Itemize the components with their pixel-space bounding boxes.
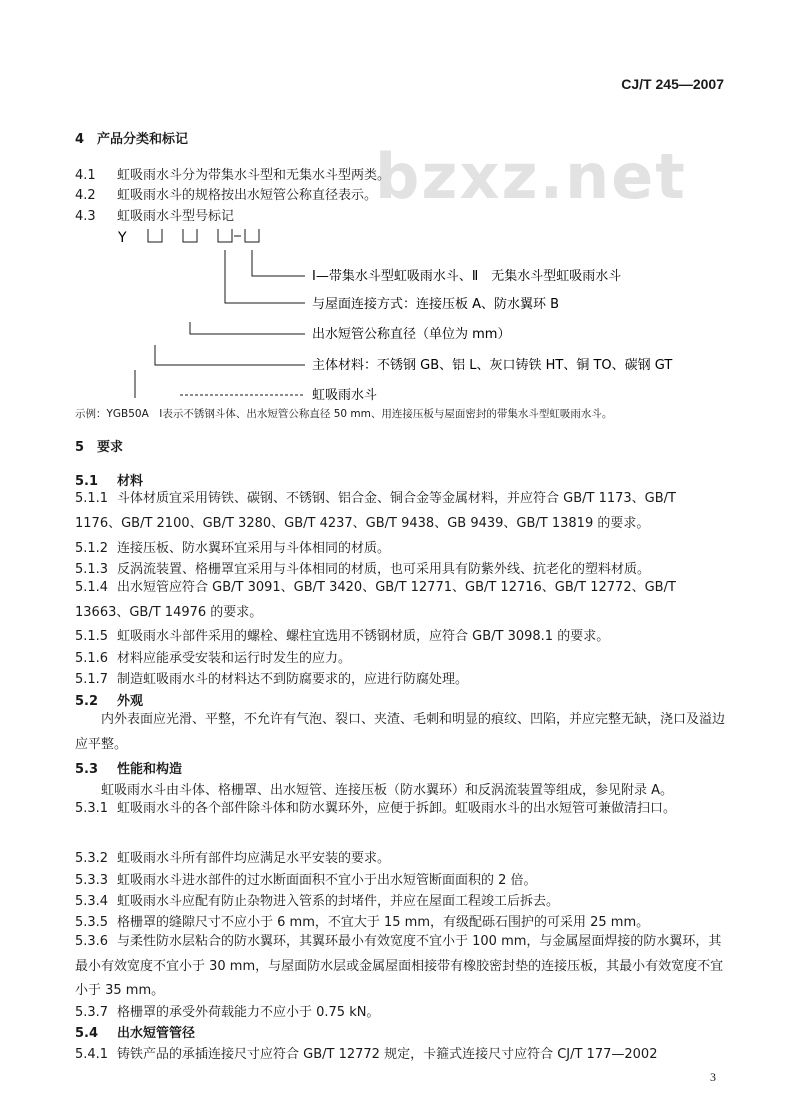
clause-text: 格栅罩的承受外荷载能力不应小于 0.75 kN。 [117,1005,380,1020]
standard-code: CJ/T 245—2007 [621,76,724,92]
clause-5-3-6 [75,930,725,1004]
clause-5-3-1 [75,797,725,822]
clause-5-3-7 [75,1005,379,1021]
clause-number: 5.3.3 [75,873,109,888]
clause-text: 虹吸雨水斗部件采用的螺栓、螺柱宜选用不锈钢材质，应符合 GB/T 3098.1 的要求。 [117,629,610,644]
clause-text: 虹吸雨水斗分为带集水斗型和无集水斗型两类。 [117,168,391,183]
leader-material [155,345,305,365]
watermark: bzxz.net [375,140,687,213]
clause-text: 与柔性防水层粘合的防水翼环，其翼环最小有效宽度不宜小于 100 mm，与金属屋面焊接的防水翼环，其最小有效宽度不宜小于 30 mm，与屋面防水层或金属屋面相接带有橡胶密封垫的连接压板，其最小有效宽度不宜小于 35 mm。 [75,934,724,998]
clause-5-3-3 [75,873,537,889]
clause-text: 出水短管应符合 GB/T 3091、GB/T 3420、GB/T 12771、GB/T 12716、GB/T 12772、GB/T 13663、GB/T 14976 的要求。 [75,580,676,620]
subsection-number: 5.1 [75,474,99,489]
clause-5-1-6 [75,651,351,667]
clause-5-1-1 [75,487,725,536]
clause-text: 连接压板、防水翼环宜采用与斗体相同的材质。 [117,541,391,556]
clause-number: 5.3.2 [75,851,109,866]
label-type: Ⅰ—带集水斗型虹吸雨水斗、Ⅱ 无集水斗型虹吸雨水斗 [312,269,622,284]
subsection-5-3-title [75,762,182,778]
clause-text: 虹吸雨水斗进水部件的过水断面面积不宜小于出水短管断面面积的 2 倍。 [117,873,537,888]
clause-number: 4.3 [75,209,96,224]
clause-5-3-5 [75,915,649,931]
clause-number: 5.3.7 [75,1005,109,1020]
clause-text: 铸铁产品的承插连接尺寸应符合 GB/T 12772 规定，卡箍式连接尺寸应符合 CJ/T 177—2002 [117,1047,658,1062]
model-designation-diagram [0,0,800,420]
clause-number: 5.3.1 [75,801,109,816]
clause-text: 虹吸雨水斗的各个部件除斗体和防水翼环外，应便于拆卸。虹吸雨水斗的出水短管可兼做清扫口。 [117,801,677,816]
clause-5-1-2 [75,541,390,557]
subsection-title: 出水短管管径 [117,1026,196,1041]
clause-number: 5.1.4 [75,580,109,595]
box-type [245,229,259,242]
clause-number: 5.3.4 [75,894,109,909]
subsection-title: 材料 [117,474,144,489]
diagram-prefix: Y [118,230,127,246]
section-5-title: 5 要求 [75,440,124,455]
clause-number: 5.1.3 [75,562,109,577]
clause-text: 斗体材质宜采用铸铁、碳钢、不锈钢、铝合金、铜合金等金属材料，并应符合 GB/T 1173、GB/T 1176、GB/T 2100、GB/T 3280、GB/T 4237、GB/T 9438、GB 9439、GB/T 13819 的要求。 [75,491,676,531]
appearance-paragraph: 内外表面应光滑、平整，不允许有气泡、裂口、夹渣、毛刺和明显的痕纹、凹陷，并应完整无缺，浇口及溢边应平整。 [75,712,726,752]
clause-text: 虹吸雨水斗的规格按出水短管公称直径表示。 [117,188,378,203]
clause-5-1-5 [75,629,609,645]
clause-text: 格栅罩的缝隙尺寸不应小于 6 mm，不宜大于 15 mm，有级配砾石围护的可采用 25 mm。 [117,915,650,930]
clause-number: 5.1.5 [75,629,109,644]
subsection-number: 5.4 [75,1026,99,1041]
clause-number: 5.1.1 [75,491,109,506]
clause-5-4-1 [75,1047,657,1063]
leader-diameter [190,322,305,334]
clause-5-3-2 [75,851,390,867]
label-material: 主体材料：不锈钢 GB、铝 L、灰口铸铁 HT、铜 TO、碳钢 GT [312,358,673,373]
label-connection: 与屋面连接方式：连接压板 A、防水翼环 B [312,297,560,312]
clause-number: 5.1.2 [75,541,109,556]
subsection-5-4-title [75,1026,195,1042]
clause-5-1-7 [75,672,468,688]
clause-text: 虹吸雨水斗应配有防止杂物进入管系的封堵件，并应在屋面工程竣工后拆去。 [117,894,560,909]
clause-5-1-4 [75,576,725,625]
clause-number: 5.1.7 [75,672,109,687]
clause-text: 材料应能承受安装和运行时发生的应力。 [117,651,352,666]
label-diameter: 出水短管公称直径（单位为 mm） [312,327,511,342]
leader-type [252,250,305,276]
example-note: 示例：YGB50A Ⅰ表示不锈钢斗体、出水短管公称直径 50 mm、用连接压板与屋面密封的带集水斗型虹吸雨水斗。 [75,408,613,420]
clause-number: 5.3.5 [75,915,109,930]
structure-intro: 虹吸雨水斗由斗体、格栅罩、出水短管、连接压板（防水翼环）和反涡流装置等组成，参见附录 A。 [101,783,674,798]
box-connection [218,229,232,242]
subsection-title: 外观 [117,694,144,709]
subsection-number: 5.2 [75,694,99,709]
clause-number: 5.3.6 [75,934,109,949]
subsection-title: 性能和构造 [117,762,183,777]
section-4-title: 4 产品分类和标记 [75,132,189,147]
page-number: 3 [710,1070,716,1084]
clause-text: 制造虹吸雨水斗的材料达不到防腐要求的，应进行防腐处理。 [117,672,469,687]
clause-text: 虹吸雨水斗所有部件均应满足水平安装的要求。 [117,851,391,866]
clause-number: 5.1.6 [75,651,109,666]
clause-text: 反涡流装置、格栅罩宜采用与斗体相同的材质，也可采用具有防紫外线、抗老化的塑料材质。 [117,562,651,577]
box-material [148,229,162,242]
box-diameter [183,229,197,242]
clause-5-3-4 [75,894,559,910]
clause-number: 5.4.1 [75,1047,109,1062]
label-product: 虹吸雨水斗 [312,388,378,403]
clause-text: 虹吸雨水斗型号标记 [117,209,235,224]
clause-number: 4.1 [75,168,96,183]
subsection-number: 5.3 [75,762,99,777]
clause-number: 4.2 [75,188,96,203]
